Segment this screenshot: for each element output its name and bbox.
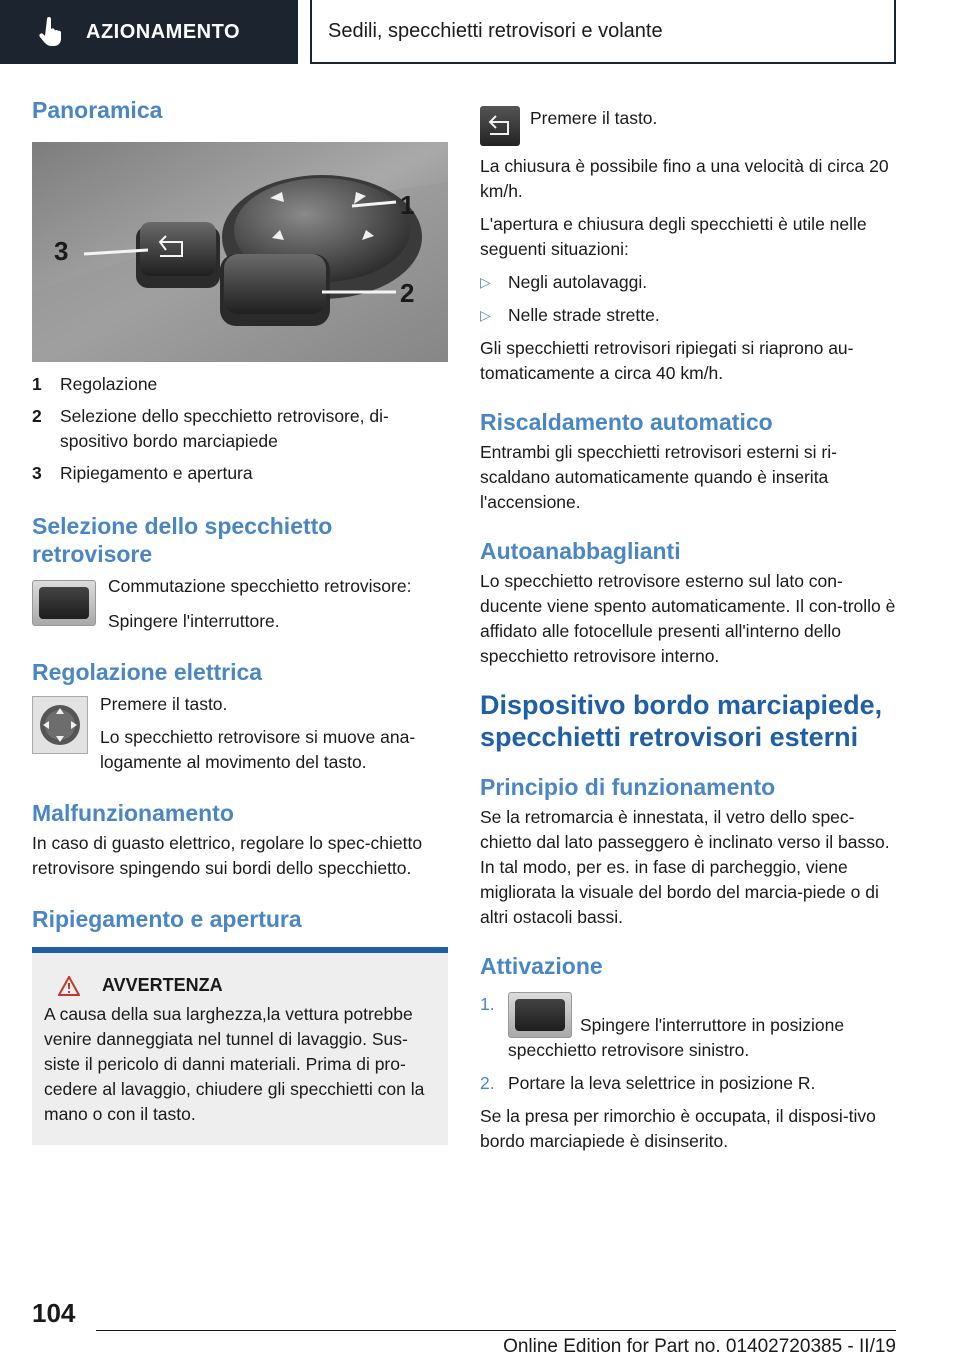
- list-item-text: Nelle strade strette.: [508, 305, 660, 325]
- closing-speed-text: La chiusura è possibile fino a una velocità di circa 20 km/h.: [480, 156, 889, 201]
- legend-number: 3: [32, 463, 42, 483]
- photo-label-2: 2: [400, 278, 415, 308]
- adjust-joystick-icon: [32, 696, 88, 754]
- dispositivo-heading: Dispositivo bordo marciapiede, specchietti retrovisori esterni: [480, 690, 883, 752]
- legend-item: [32, 372, 448, 397]
- selezione-line-2: Spingere l'interruttore.: [108, 611, 280, 631]
- right-column: [480, 96, 896, 1154]
- step-text: Portare la leva selettrice in posizione R.: [508, 1073, 816, 1093]
- legend-text: Ripiegamento e apertura: [60, 463, 253, 483]
- mirror-controls-illustration: [32, 142, 448, 362]
- attivazione-heading: Attivazione: [480, 953, 603, 979]
- riscaldamento-heading: Riscaldamento automatico: [480, 409, 773, 435]
- selezione-heading: Selezione dello specchietto retrovisore: [32, 513, 333, 567]
- ripiegamento-heading: Ripiegamento e apertura: [32, 906, 302, 932]
- regolazione-line-2: Lo specchietto retrovisore si muove ana-logamente al movimento del tasto.: [100, 727, 416, 772]
- step-text: Spingere l'interruttore in posizione specchietto retrovisore sinistro.: [508, 1015, 845, 1060]
- principio-text: Se la retromarcia è innestata, il vetro dello spec-chietto dal lato passeggero è inclinato verso il basso. In tal modo, per es. in fase di parcheggio, viene migliorata la visuale del bordo del marcia-piede o di altri ostacoli bassi.: [480, 807, 890, 927]
- selezione-block: [32, 574, 448, 634]
- list-item-text: Negli autolavaggi.: [508, 272, 648, 292]
- autoanabbaglianti-text: Lo specchietto retrovisore esterno sul lato con-ducente viene spento automaticamente. Il con-trollo è affidato alle fotocellule presenti all'interno dello specchietto retrovisore interno.: [480, 571, 896, 666]
- press-button-text: Premere il tasto.: [530, 108, 658, 128]
- warning-box: [32, 947, 448, 1145]
- malfunzionamento-text: In caso di guasto elettrico, regolare lo spec-chietto retrovisore spingendo sui bordi dello specchietto.: [32, 833, 423, 878]
- useful-intro-text: L'apertura e chiusura degli specchietti è utile nelle seguenti situazioni:: [480, 214, 867, 259]
- bullet-triangle-icon: ▷: [480, 307, 491, 323]
- list-item: [480, 270, 896, 295]
- trailer-note-text: Se la presa per rimorchio è occupata, il disposi-tivo bordo marciapiede è disinserito.: [480, 1106, 876, 1151]
- regolazione-line-1: Premere il tasto.: [100, 694, 228, 714]
- principio-heading: Principio di funzionamento: [480, 774, 776, 800]
- fold-mirror-button-icon: [480, 106, 520, 146]
- chapter-title: Sedili, specchietti retrovisori e volante: [328, 19, 663, 42]
- warning-header: [44, 975, 436, 996]
- left-column: [32, 96, 448, 1145]
- mirror-selector-switch-icon: [32, 580, 96, 626]
- regolazione-block: [32, 692, 448, 775]
- page-number: 104: [32, 1298, 76, 1328]
- section-tab: [0, 0, 298, 64]
- step-number: 2.: [480, 1073, 495, 1093]
- legend-text: Regolazione: [60, 374, 158, 394]
- warning-text: A causa della sua larghezza,la vettura potrebbe venire danneggiata nel tunnel di lavaggio. Sus-siste il pericolo di danni materiali. Prima di pro-cedere al lavaggio, chiudere gli specchietti con la mano o con il tasto.: [44, 1004, 425, 1124]
- footer-divider: [96, 1330, 896, 1331]
- legend-item: [32, 404, 448, 454]
- photo-label-3: 3: [54, 236, 69, 266]
- legend-text: Selezione dello specchietto retrovisore, di- spositivo bordo marciapiede: [60, 406, 389, 451]
- fold-button-block: [480, 106, 896, 146]
- hand-pointer-icon: [38, 17, 64, 47]
- selezione-line-1: Commutazione specchietto retrovisore:: [108, 576, 412, 596]
- warning-triangle-icon: [58, 976, 80, 996]
- mirror-controls-photo: [32, 142, 448, 362]
- warning-title: AVVERTENZA: [102, 975, 223, 995]
- list-item: [480, 303, 896, 328]
- step-number: 1.: [480, 994, 495, 1014]
- regolazione-heading: Regolazione elettrica: [32, 659, 263, 685]
- step-item: [480, 1071, 896, 1096]
- legend-number: 1: [32, 374, 42, 394]
- bullet-triangle-icon: ▷: [480, 274, 491, 290]
- legend: [32, 372, 448, 486]
- chapter-tab: [310, 0, 896, 64]
- photo-label-1: 1: [400, 190, 415, 220]
- riscaldamento-text: Entrambi gli specchietti retrovisori esterni si ri-scaldano automaticamente quando è inserita l'accensione.: [480, 442, 837, 512]
- autoanabbaglianti-heading: Autoanabbaglianti: [480, 538, 681, 564]
- section-title: AZIONAMENTO: [86, 20, 241, 43]
- legend-number: 2: [32, 406, 42, 426]
- malfunzionamento-heading: Malfunzionamento: [32, 800, 234, 826]
- legend-item: [32, 461, 448, 486]
- edition-note: Online Edition for Part no. 01402720385 - II/19: [503, 1336, 896, 1357]
- panoramica-heading: Panoramica: [32, 97, 163, 123]
- reopen-text: Gli specchietti retrovisori ripiegati si riaprono au-tomaticamente a circa 40 km/h.: [480, 338, 854, 383]
- mirror-selector-switch-icon: [508, 992, 572, 1038]
- step-item: [480, 992, 896, 1063]
